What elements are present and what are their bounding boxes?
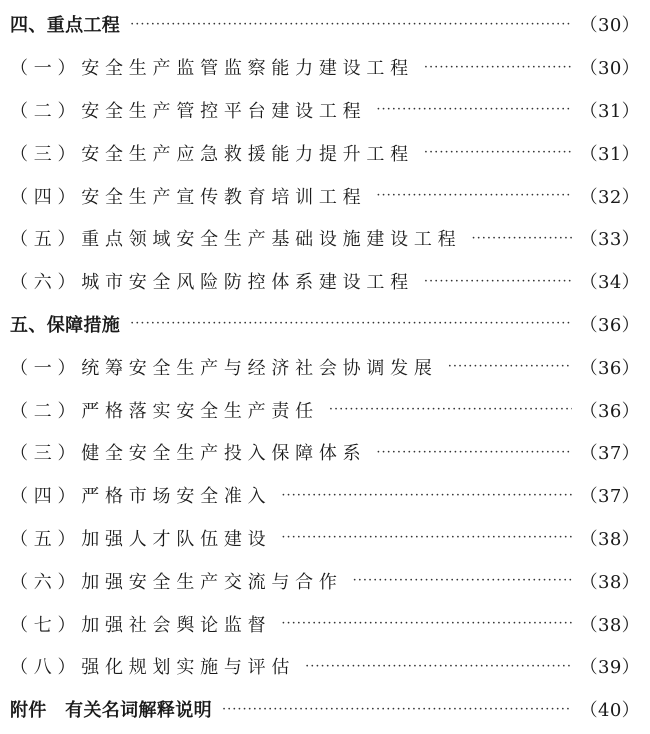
toc-dot-leader — [281, 488, 571, 503]
toc-dot-leader — [281, 616, 571, 631]
toc-dot-leader — [376, 445, 571, 460]
toc-entry-title: （六）城市安全风险防控体系建设工程 — [10, 272, 414, 294]
toc-section-row[interactable] — [10, 303, 640, 346]
toc-page-number: （38） — [579, 571, 640, 593]
toc-item-row[interactable] — [10, 559, 640, 602]
toc-dot-leader — [424, 60, 572, 75]
toc-entry-title: （七）加强社会舆论监督 — [10, 614, 272, 636]
toc-page-number: （39） — [579, 657, 640, 679]
toc-dot-leader — [471, 231, 571, 246]
toc-page-number: （36） — [579, 314, 640, 336]
toc-page-number: （38） — [579, 528, 640, 550]
toc-item-row[interactable] — [10, 174, 640, 217]
toc-page-number: （36） — [579, 357, 640, 379]
toc-page-number: （32） — [579, 186, 640, 208]
toc-dot-leader — [281, 530, 571, 545]
toc-entry-title: （一）统筹安全生产与经济社会协调发展 — [10, 357, 438, 379]
toc-item-row[interactable] — [10, 260, 640, 303]
toc-dot-leader — [353, 573, 572, 588]
toc-entry-title: （三）健全安全生产投入保障体系 — [10, 443, 367, 465]
toc-entry-title: （二）严格落实安全生产责任 — [10, 400, 319, 422]
toc-dot-leader — [424, 145, 572, 160]
toc-item-row[interactable] — [10, 345, 640, 388]
toc-entry-title: （八）强化规划实施与评估 — [10, 657, 296, 679]
toc-page-number: （31） — [579, 100, 640, 122]
toc-page-number: （38） — [579, 614, 640, 636]
toc-item-row[interactable] — [10, 517, 640, 560]
toc-entry-title: 四、重点工程 — [10, 15, 121, 37]
toc-dot-leader — [222, 702, 572, 717]
toc-item-row[interactable] — [10, 131, 640, 174]
toc-entry-title: （五）重点领域安全生产基础设施建设工程 — [10, 229, 462, 251]
toc-dot-leader — [305, 659, 572, 674]
toc-item-row[interactable] — [10, 645, 640, 688]
toc-item-row[interactable] — [10, 46, 640, 89]
toc-item-row[interactable] — [10, 89, 640, 132]
toc-item-row[interactable] — [10, 431, 640, 474]
toc-item-row[interactable] — [10, 388, 640, 431]
toc-page-number: （30） — [579, 15, 640, 37]
toc-section-row[interactable] — [10, 688, 640, 731]
toc-section-row[interactable] — [10, 3, 640, 46]
toc-entry-title: （四）安全生产宣传教育培训工程 — [10, 186, 367, 208]
toc-entry-title: （三）安全生产应急救援能力提升工程 — [10, 143, 414, 165]
table-of-contents — [10, 3, 640, 731]
toc-entry-title: （六）加强安全生产交流与合作 — [10, 571, 343, 593]
toc-dot-leader — [424, 274, 572, 289]
toc-page-number: （36） — [579, 400, 640, 422]
toc-page-number: （31） — [579, 143, 640, 165]
toc-page-number: （30） — [579, 58, 640, 80]
toc-entry-title: （四）严格市场安全准入 — [10, 486, 272, 508]
toc-dot-leader — [130, 17, 571, 32]
toc-dot-leader — [376, 188, 571, 203]
toc-page-number: （37） — [579, 486, 640, 508]
toc-page-number: （40） — [579, 700, 640, 722]
toc-item-row[interactable] — [10, 217, 640, 260]
toc-item-row[interactable] — [10, 474, 640, 517]
toc-entry-title: （五）加强人才队伍建设 — [10, 528, 272, 550]
toc-page-number: （34） — [579, 272, 640, 294]
toc-dot-leader — [448, 359, 572, 374]
toc-entry-title: 附件 有关名词解释说明 — [10, 700, 212, 722]
toc-dot-leader — [329, 402, 572, 417]
toc-dot-leader — [376, 102, 571, 117]
toc-page-number: （37） — [579, 443, 640, 465]
toc-item-row[interactable] — [10, 602, 640, 645]
toc-page-number: （33） — [579, 229, 640, 251]
toc-entry-title: （一）安全生产监管监察能力建设工程 — [10, 58, 414, 80]
toc-entry-title: （二）安全生产管控平台建设工程 — [10, 100, 367, 122]
toc-dot-leader — [130, 316, 571, 331]
toc-entry-title: 五、保障措施 — [10, 314, 121, 336]
